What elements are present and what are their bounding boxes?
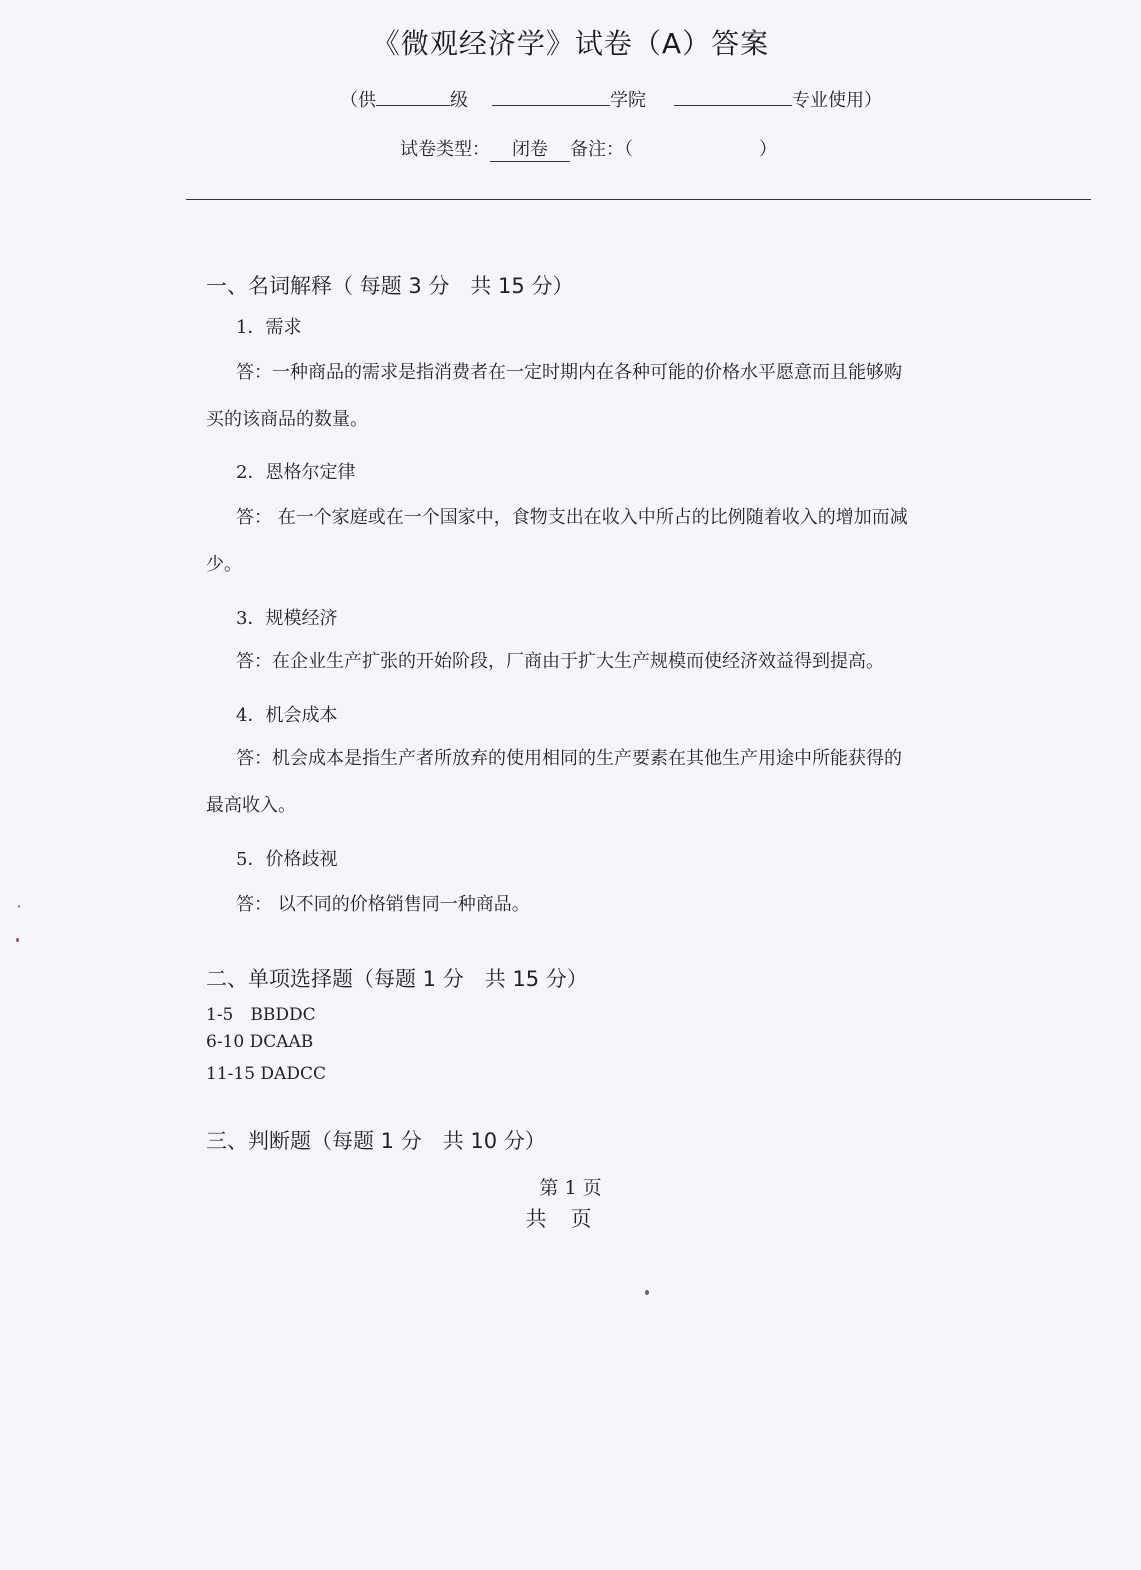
section3-title: 三、判断题（每题 1 分 共 10 分） xyxy=(206,1129,546,1153)
header-divider xyxy=(186,199,1091,200)
term-4: 4．机会成本 xyxy=(236,705,338,726)
mc-answers-3: 11-15 DADCC xyxy=(206,1064,326,1084)
answer-5 xyxy=(236,881,1051,928)
answer-4-line1: 答：机会成本是指生产者所放弃的使用相同的生产要素在其他生产用途中所能获得的 xyxy=(236,748,902,769)
answer-1 xyxy=(206,349,1051,443)
answer-1-line1: 答：一种商品的需求是指消费者在一定时期内在各种可能的价格水平愿意而且能够购 xyxy=(236,362,902,383)
scan-speck xyxy=(645,1290,649,1295)
term-2: 2．恩格尔定律 xyxy=(236,462,356,483)
page-total: 共页 xyxy=(525,1207,616,1231)
answer-3 xyxy=(236,638,1051,685)
mc-answers-2: 6-10 DCAAB xyxy=(206,1032,314,1052)
major-blank xyxy=(674,87,792,106)
supply-major-label: 专业使用） xyxy=(792,90,882,111)
exam-type-label: 试卷类型： xyxy=(400,139,490,160)
section1-title: 一、名词解释（ 每题 3 分 共 15 分） xyxy=(206,274,574,298)
answer-1-line2: 买的该商品的数量。 xyxy=(206,409,368,430)
term-3: 3．规模经济 xyxy=(236,608,338,629)
scan-speck xyxy=(16,938,19,942)
mc-answers-1: 1-5 BBDDC xyxy=(206,1005,316,1025)
grade-blank xyxy=(376,87,450,106)
answer-2 xyxy=(206,494,1051,588)
answer-5-line1: 答： 以不同的价格销售同一种商品。 xyxy=(236,894,530,915)
college-blank xyxy=(492,87,610,106)
supply-college-label: 学院 xyxy=(610,90,646,111)
answer-4-line2: 最高收入。 xyxy=(206,795,296,816)
supply-grade-label: 级 xyxy=(450,90,468,111)
term-5: 5．价格歧视 xyxy=(236,849,338,870)
exam-type-value: 闭卷 xyxy=(490,135,570,162)
answer-4 xyxy=(206,735,1051,829)
answer-3-line1: 答：在企业生产扩张的开始阶段，厂商由于扩大生产规模而使经济效益得到提高。 xyxy=(236,651,884,672)
section2-title: 二、单项选择题（每题 1 分 共 15 分） xyxy=(206,967,588,991)
note-label: 备注：（ xyxy=(570,139,633,160)
term-1: 1．需求 xyxy=(236,317,302,338)
exam-type-line xyxy=(400,135,777,162)
note-close: ） xyxy=(759,139,777,160)
supply-open-label: （供 xyxy=(340,90,376,111)
answer-2-line1: 答： 在一个家庭或在一个国家中，食物支出在收入中所占的比例随着收入的增加而减 xyxy=(236,507,908,528)
supply-line xyxy=(340,86,882,112)
answer-2-line2: 少。 xyxy=(206,554,242,575)
scan-speck xyxy=(18,905,20,908)
page-number: 第 1 页 xyxy=(539,1177,602,1199)
document-title: 《微观经济学》试卷（A）答案 xyxy=(371,27,770,60)
